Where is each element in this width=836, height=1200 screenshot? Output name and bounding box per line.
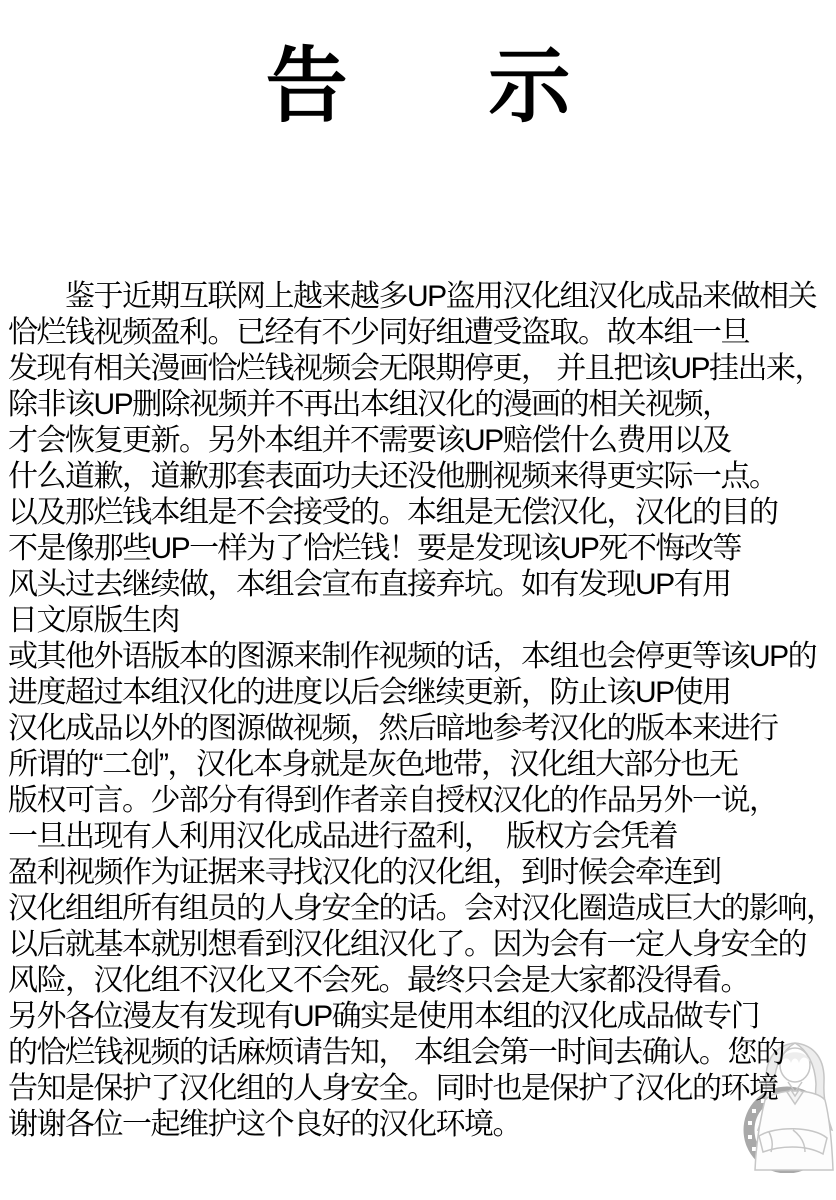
body-line: 发现有相关漫画恰烂钱视频会无限期停更， 并且把该UP挂出来， xyxy=(8,352,824,385)
body-line: 谢谢各位一起维护这个良好的汉化环境。 xyxy=(8,1108,521,1141)
body-line: 所谓的“二创”，汉化本身就是灰色地带，汉化组大部分也无 xyxy=(8,748,738,781)
body-line: 的恰烂钱视频的话麻烦请告知， 本组会第一时间去确认。您的 xyxy=(8,1036,785,1069)
body-line: 不是像那些UP一样为了恰烂钱！要是发现该UP死不悔改等 xyxy=(8,532,741,565)
body-line: 恰烂钱视频盈利。已经有不少同好组遭受盗取。故本组一旦 xyxy=(8,316,749,349)
body-line: 盈利视频作为证据来寻找汉化的汉化组，到时候会牵连到 xyxy=(8,856,721,889)
notice-body xyxy=(8,279,836,1143)
body-line: 鉴于近期互联网上越来越多UP盗用汉化组汉化成品来做相关 xyxy=(8,280,817,313)
body-line: 或其他外语版本的图源来制作视频的话，本组也会停更等该UP的 xyxy=(8,640,817,673)
body-line: 以及那烂钱本组是不会接受的。本组是无偿汉化，汉化的目的 xyxy=(8,496,778,529)
body-line: 日文原版生肉 xyxy=(8,604,179,637)
body-line: 一旦出现有人利用汉化成品进行盈利， 版权方会凭着 xyxy=(8,820,677,853)
body-line: 汉化成品以外的图源做视频，然后暗地参考汉化的版本来进行 xyxy=(8,712,778,745)
body-line: 风头过去继续做，本组会宣布直接弃坑。如有发现UP有用 xyxy=(8,568,731,601)
body-line: 以后就基本就别想看到汉化组汉化了。因为会有一定人身安全的 xyxy=(8,928,806,961)
body-line: 什么道歉，道歉那套表面功夫还没他删视频来得更实际一点。 xyxy=(8,460,778,493)
body-line: 告知是保护了汉化组的人身安全。同时也是保护了汉化的环境 xyxy=(8,1072,778,1105)
body-line: 风险，汉化组不汉化又不会死。最终只会是大家都没得看。 xyxy=(8,964,749,997)
body-line: 进度超过本组汉化的进度以后会继续更新，防止该UP使用 xyxy=(8,676,731,709)
body-line: 除非该UP删除视频并不再出本组汉化的漫画的相关视频， xyxy=(8,388,731,421)
body-line: 才会恢复更新。另外本组并不需要该UP赔偿什么费用以及 xyxy=(8,424,731,457)
body-line: 另外各位漫友有发现有UP确实是使用本组的汉化成品做专门 xyxy=(8,1000,760,1033)
body-line: 汉化组组所有组员的人身安全的话。会对汉化圈造成巨大的影响， xyxy=(8,892,835,925)
notice-title: 告 示 xyxy=(265,41,571,132)
body-line: 版权可言。少部分有得到作者亲自授权汉化的作品另外一说， xyxy=(8,784,778,817)
